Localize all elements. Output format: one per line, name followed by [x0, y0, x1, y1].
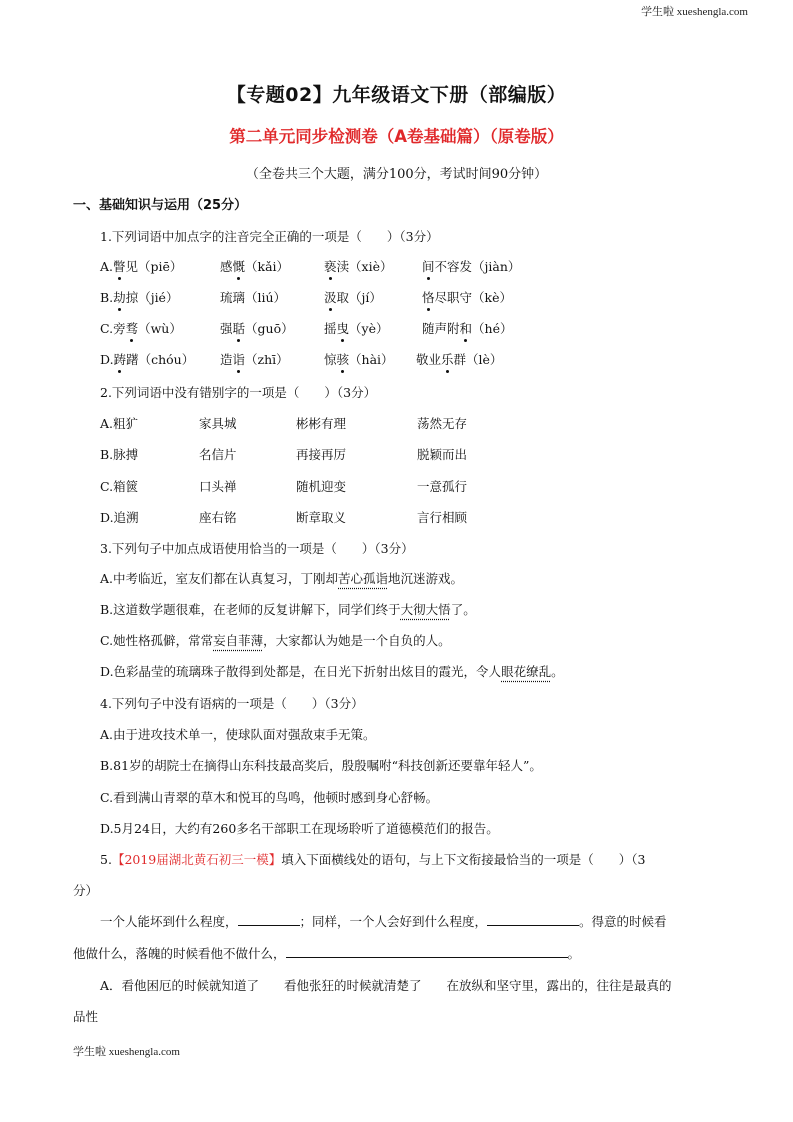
section-heading: 一、基础知识与运用（25分）: [73, 198, 248, 213]
q1-option-a-4: 间不容发（jiàn）: [422, 259, 521, 274]
question-source: 【2019届湖北黄石初三一模】: [111, 852, 282, 867]
q1-option-b-3: 汲取（jí）: [324, 290, 382, 305]
question-1-stem: 1.下列词语中加点字的注音完全正确的一项是（ ）（3分）: [100, 229, 439, 244]
q1-option-d-3: 惊骇（hài）: [324, 352, 394, 367]
q1-option-d-2: 造诣（zhī）: [220, 352, 289, 367]
q3-option-b: B.这道数学题很难，在老师的反复讲解下，同学们终于大彻大悟了。: [100, 602, 476, 617]
q4-option-a: A.由于进攻技术单一，使球队面对强敌束手无策。: [100, 727, 376, 742]
q3-option-c: C.她性格孤僻，常常妄自菲薄，大家都认为她是一个自负的人。: [100, 633, 451, 648]
question-5-stem: 5.【2019届湖北黄石初三一模】填入下面横线处的语句，与上下文衔接最恰当的一项是（ ）（3: [100, 852, 646, 867]
q2-option-c-1: C.箱篋: [100, 479, 139, 494]
q1-option-d: D.踌躇（chóu）: [100, 352, 195, 367]
q4-option-c: C.看到满山青翠的草木和悦耳的鸟鸣，他顿时感到身心舒畅。: [100, 790, 439, 805]
fill-blank-3[interactable]: [286, 945, 568, 958]
q1-option-b: B.劫掠（jié）: [100, 290, 179, 305]
q2-option-b-2: 名信片: [199, 447, 237, 462]
q2-option-d-1: D.追溯: [100, 510, 139, 525]
dotted-idiom: 眼花缭乱: [501, 664, 552, 679]
exam-note: （全卷共三个大题，满分100分，考试时间90分钟）: [245, 167, 548, 182]
q1-option-c-4: 随声附和（hé）: [422, 321, 513, 336]
page-header-watermark: 学生啦 xueshengla.com: [641, 6, 748, 18]
page-footer-watermark: 学生啦 xueshengla.com: [73, 1046, 180, 1058]
q2-option-c-3: 随机迎变: [296, 479, 347, 494]
q1-option-d-4: 敬业乐群（lè）: [416, 352, 503, 367]
q2-option-c-4: 一意孤行: [417, 479, 468, 494]
dotted-idiom: 大彻大悟: [400, 602, 451, 617]
q5-passage-line-1: 一个人能坏到什么程度， ；同样，一个人会好到什么程度， 。得意的时候看: [100, 914, 667, 929]
q2-option-c-2: 口头禅: [199, 479, 237, 494]
fill-blank-2[interactable]: [487, 913, 579, 926]
q2-option-b-1: B.脉搏: [100, 447, 139, 462]
q5-option-a-cont: 品性: [73, 1009, 99, 1024]
dotted-idiom: 苦心孤诣: [338, 571, 389, 586]
q2-option-b-4: 脱颖而出: [417, 447, 468, 462]
q3-option-a: A.中考临近，室友们都在认真复习，丁刚却苦心孤诣地沉迷游戏。: [100, 571, 464, 586]
q1-option-a-3: 亵渎（xiè）: [324, 259, 393, 274]
page-subtitle: 第二单元同步检测卷（A卷基础篇）（原卷版）: [229, 127, 564, 146]
q1-option-b-4: 恪尽职守（kè）: [422, 290, 512, 305]
q2-option-d-3: 断章取义: [296, 510, 347, 525]
q1-option-c: C.旁骛（wù）: [100, 321, 182, 336]
q2-option-d-4: 言行相顾: [417, 510, 468, 525]
q2-option-a-2: 家具城: [199, 416, 237, 431]
question-5-stem-tail: 分）: [73, 883, 99, 898]
q1-option-c-2: 强聒（guō）: [220, 321, 294, 336]
q2-option-a-4: 荡然无存: [417, 416, 468, 431]
q1-option-c-3: 摇曳（yè）: [324, 321, 389, 336]
q2-option-b-3: 再接再厉: [296, 447, 347, 462]
q1-option-a: A.瞥见（piē）: [100, 259, 183, 274]
fill-blank-1[interactable]: [238, 913, 300, 926]
q2-option-a-1: A.粗犷: [100, 416, 139, 431]
q2-option-d-2: 座右铭: [199, 510, 237, 525]
question-4-stem: 4.下列句子中没有语病的一项是（ ）（3分）: [100, 696, 364, 711]
question-3-stem: 3.下列句子中加点成语使用恰当的一项是（ ）（3分）: [100, 541, 414, 556]
q2-option-a-3: 彬彬有理: [296, 416, 347, 431]
dotted-idiom: 妄自菲薄: [213, 633, 264, 648]
q4-option-b: B.81岁的胡院士在摘得山东科技最高奖后，殷殷嘱咐“科技创新还要靠年轻人”。: [100, 758, 542, 773]
q5-passage-line-2: 他做什么，落魄的时候看他不做什么， 。: [73, 946, 581, 961]
q5-option-a: A．看他困厄的时候就知道了 看他张狂的时候就清楚了 在放纵和坚守里，露出的，往往是最真的: [100, 978, 672, 993]
q1-option-a-2: 感慨（kǎi）: [220, 259, 290, 274]
q1-option-b-2: 琉璃（liú）: [220, 290, 287, 305]
q3-option-d: D.色彩晶莹的琉璃珠子散得到处都是，在日光下折射出炫目的霞光，令人眼花缭乱。: [100, 664, 564, 679]
q4-option-d: D.5月24日，大约有260多名干部职工在现场聆听了道德模范们的报告。: [100, 821, 499, 836]
page-title: 【专题02】九年级语文下册（部编版）: [226, 84, 567, 106]
question-2-stem: 2.下列词语中没有错别字的一项是（ ）（3分）: [100, 385, 377, 400]
